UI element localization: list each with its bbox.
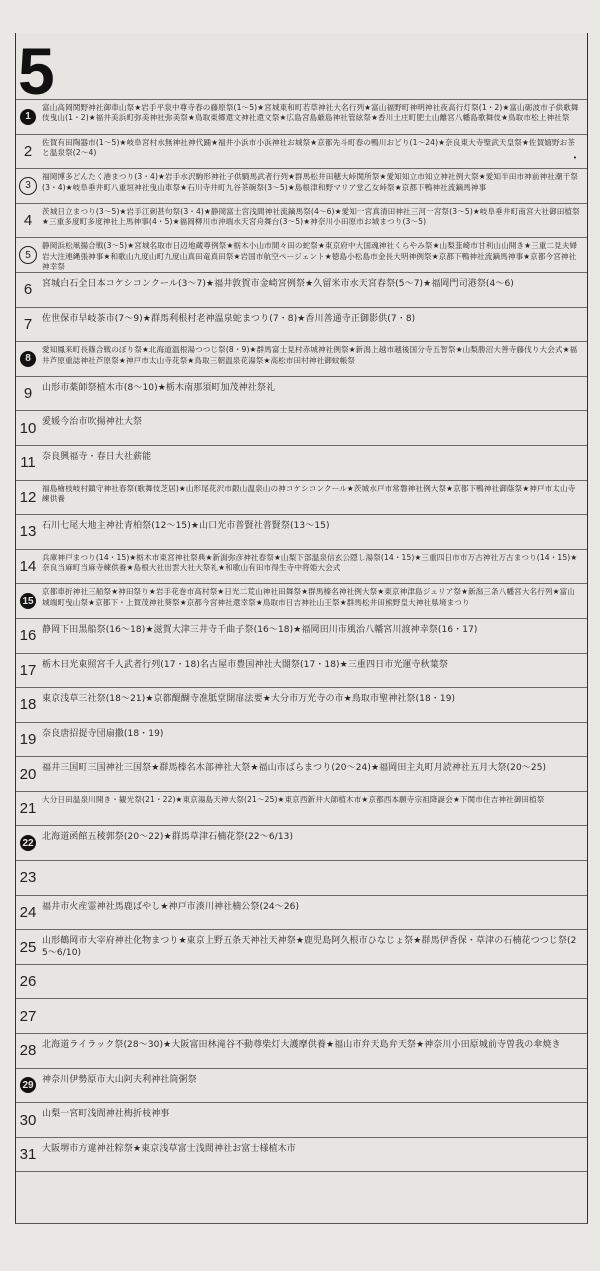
day-number xyxy=(16,273,40,307)
day-number xyxy=(16,999,40,1033)
day-events: 宮城白石全日本コケシコンクール(3〜7)★福井敦賀市金崎宮例祭★久留米市水天宮春祭(5〜7)★福岡門司港祭(4〜6) xyxy=(42,278,514,289)
day-number-text: 30 xyxy=(19,1111,37,1129)
day-number-text: 19 xyxy=(19,730,37,748)
day-number xyxy=(16,135,40,169)
day-row xyxy=(16,134,587,169)
day-number-text: 23 xyxy=(19,869,37,887)
day-number xyxy=(16,930,40,964)
day-row xyxy=(16,964,587,999)
day-number-text: 18 xyxy=(19,696,37,714)
day-events: 山形鶴岡市大宰府神社化物まつり★東京上野五条天神社天神祭★鹿児島阿久根市ひなじょ祭★群馬伊香保・草津の石楠花つつじ祭(25〜6/10) xyxy=(42,936,577,959)
circled-day-number xyxy=(16,342,40,376)
day-number-text: 6 xyxy=(23,281,33,299)
day-events: 東京浅草三社祭(18〜21)★京都醍醐寺准胝堂開扉法要★大分市万光寺の市★鳥取市聖神社祭(18・19) xyxy=(42,694,456,705)
day-number-text: 16 xyxy=(19,627,37,645)
day-events: 大分日田温泉川開き・観光祭(21・22)★東京湯島天神大祭(21〜25)★東京西新井大師植木市★京都西本願寺宗祖降誕会★下関市住吉神社御田植祭 xyxy=(42,794,545,804)
day-events: 北海道函館五稜郭祭(20〜22)★群馬草津石楠花祭(22〜6/13) xyxy=(42,832,294,843)
day-row xyxy=(16,376,587,411)
day-row xyxy=(16,583,587,618)
day-number xyxy=(16,1138,40,1172)
day-number-text: 12 xyxy=(19,488,37,506)
day-row xyxy=(16,445,587,480)
day-row xyxy=(16,687,587,722)
day-rows xyxy=(16,99,587,1209)
day-number-text: 25 xyxy=(19,938,37,956)
day-row xyxy=(16,1137,587,1172)
day-number-text: 20 xyxy=(19,765,37,783)
day-number-text: 22 xyxy=(20,835,36,851)
day-row xyxy=(16,791,587,826)
day-number-text: 17 xyxy=(19,661,37,679)
day-number-text: 8 xyxy=(20,351,36,367)
day-row xyxy=(16,722,587,757)
day-number-text: 15 xyxy=(20,593,36,609)
day-row xyxy=(16,237,587,272)
circled-day-number xyxy=(16,1069,40,1103)
day-events: 佐賀有田陶器市(1〜5)★岐阜宮村水無神社神代踊★福井小浜市小浜神社お城祭★京都先斗町春の鴨川おどり(1〜24)★奈良東大寺聖武天皇祭★佐賀嬉野お茶と温泉祭(2〜4) xyxy=(42,137,576,157)
day-events: 福島檜枝岐村鎮守神社春祭(歌舞伎芝居)★山形尾花沢市銀山温泉山の神コケシコンクール★茨城水戸市常磐神社例大祭★京都下鴨神社御蔭祭★神戸市太山寺練供養 xyxy=(42,483,576,503)
day-number xyxy=(16,1103,40,1137)
day-events: 福井三国町三国神社三国祭★群馬榛名木部神社大祭★福山市ばらまつり(20〜24)★福岡田主丸町月読神社五月大祭(20〜25) xyxy=(42,763,547,774)
day-row xyxy=(16,618,587,653)
day-number-text: 3 xyxy=(19,177,37,195)
day-row xyxy=(16,1102,587,1137)
day-row xyxy=(16,549,587,584)
day-events: 富山高岡関野神社御車山祭★岩手平泉中尊寺春の藤原祭(1〜5)★宮城東和町若草神社大名行列★富山福野町神明神社夜高行灯祭(1・2)★富山砺波市子供歌舞伎曳山(1・2)★福井美浜町弥美神社弥美祭★鳥取東郷還文神社還文祭★広島宮島厳島神社管絃祭★香川土庄町肥土山離宮八幡島歌舞伎★鳥取市松上神社祭 xyxy=(42,103,579,123)
day-row xyxy=(16,756,587,791)
day-number xyxy=(16,1034,40,1068)
day-events: 茨城日立まつり(3〜5)★岩手江刺甚句祭(3・4)★静岡富士宮浅間神社流鏑馬祭(4〜6)★愛知一宮真清田神社三河一宮祭(3〜5)★岐阜垂井町南宮大社御田植祭★三重多度町多度神社上馬神事(4・5)★福岡柳川市沖端水天宮舟舞台(3〜5)★神奈川小田原市お城まつり(3〜5) xyxy=(42,206,580,227)
day-events: 栃木日光東照宮千人武者行列(17・18)名古屋市豊国神社大閤祭(17・18)★三重四日市光運寺秋葉祭 xyxy=(42,659,448,670)
day-number-text: 28 xyxy=(19,1042,37,1060)
day-number xyxy=(16,792,40,826)
day-number-text: 11 xyxy=(20,454,36,472)
circled-day-number xyxy=(16,826,40,860)
circled-day-number xyxy=(16,100,40,134)
day-number xyxy=(16,965,40,999)
day-row xyxy=(16,998,587,1033)
day-row xyxy=(16,825,587,860)
day-number xyxy=(16,411,40,445)
day-row xyxy=(16,860,587,895)
day-row xyxy=(16,929,587,964)
day-events: 静岡下田黒船祭(16〜18)★滋賀大津三井寺千曲子祭(16〜18)★福岡田川市風治八幡宮川渡神幸祭(16・17) xyxy=(42,624,478,635)
day-number-text: 7 xyxy=(23,315,33,333)
day-number-text: 10 xyxy=(19,419,37,437)
day-row xyxy=(16,653,587,688)
day-number xyxy=(16,861,40,895)
day-events: 兵庫神戸まつり(14・15)★栃木市東宮神社祭典★新潟弥彦神社春祭★山梨下部温泉信玄公隠し湯祭(14・15)★三重四日市市万古神社万古まつり(14・15)★奈良当麻町当麻寺練供養★島根大社出雲大社大祭礼★和歌山有田市得生寺中将姫大会式 xyxy=(42,552,578,573)
day-number-text: 14 xyxy=(19,558,37,576)
circled-day-number xyxy=(16,169,40,203)
day-events: 静岡浜松凧揚合戦(3〜5)★宮城名取市日辺地蔵尊例祭★栃木小山市間々田の蛇祭★東京府中大国魂神社くらやみ祭★山梨韮崎市甘利山山開き★三重二見夫婦岩大注連縄張神事★和歌山九度山町九度山真田竜真田祭★岩国市航空ページェント★徳島小松島市金長大明神例祭★京都下鴨神社流鏑馬神事★京都今宮神社神幸祭 xyxy=(42,241,578,272)
day-events: 大阪堺市方違神社粽祭★東京浅草富士浅間神社お富士様植木市 xyxy=(42,1143,296,1154)
month-number: 5 xyxy=(18,34,53,108)
day-number-text: 21 xyxy=(19,800,37,818)
bullet-mark-icon: • xyxy=(572,153,577,162)
day-events: 奈良興福寺・春日大社薪能 xyxy=(42,451,152,462)
day-number xyxy=(16,757,40,791)
day-events: 奈良唐招提寺団扇撒(18・19) xyxy=(42,728,164,739)
day-row xyxy=(16,99,587,134)
day-number-text: 5 xyxy=(19,246,37,264)
day-number-text: 9 xyxy=(23,385,33,403)
day-events: 山形市薬師祭植木市(8〜10)★栃木南那須町加茂神社祭礼 xyxy=(42,382,276,393)
day-number xyxy=(16,896,40,930)
day-number xyxy=(16,446,40,480)
day-row xyxy=(16,1033,587,1068)
day-number-text: 2 xyxy=(23,142,33,160)
day-row xyxy=(16,410,587,445)
day-events: 北海道ライラック祭(28〜30)★大阪富田林滝谷不動尊柴灯大護摩供養★福山市弁天島弁天祭★神奈川小田原城前寺曽我の傘焼き xyxy=(42,1040,561,1051)
day-row xyxy=(16,1068,587,1103)
day-number-text: 13 xyxy=(19,523,37,541)
day-events: 佐世保市早岐茶市(7〜9)★群馬利根村老神温泉蛇まつり(7・8)★香川善通寺正御影供(7・8) xyxy=(42,313,416,324)
day-number xyxy=(16,654,40,688)
day-row xyxy=(16,168,587,203)
day-row xyxy=(16,272,587,307)
day-events: 愛媛今治市吹揚神社大祭 xyxy=(42,417,143,428)
blank-footer-row xyxy=(16,1171,587,1209)
day-events: 山梨一宮町浅間神社梅折枝神事 xyxy=(42,1109,170,1120)
calendar-page xyxy=(15,33,588,1224)
day-row xyxy=(16,514,587,549)
day-number xyxy=(16,688,40,722)
day-number-text: 31 xyxy=(19,1146,37,1164)
day-number xyxy=(16,515,40,549)
day-events: 京都車折神社三船祭★神田祭り★岩手花巻市高村祭★日光二荒山神社田舞祭★群馬榛名神社例大祭★東京神津島ジュリア祭★新潟三条八幡宮大名行列★富山城端町曳山祭★京都下・上賀茂神社葵祭★京都今宮神社還幸祭★鳥取市日吉神社山王祭★群馬松井田熊野皇大神社県境まつり xyxy=(42,587,575,607)
day-events: 福岡博多どんたく港まつり(3・4)★岩手水沢駒形神社子供騎馬武者行列★群馬松井田穂大峠関所祭★愛知知立市知立神社例大祭★愛知半田市神前神社潮干祭(3・4)★岐阜垂井町八重垣神社曳山車祭★石川寺井町九谷茶碗祭(3〜5)★島根津和野マリア堂乙女峠祭★京都下鴨神社流鏑馬神事 xyxy=(42,172,579,192)
day-row xyxy=(16,341,587,376)
day-row xyxy=(16,203,587,238)
day-number-text: 1 xyxy=(20,109,36,125)
day-number xyxy=(16,377,40,411)
day-number-text: 24 xyxy=(19,903,37,921)
day-number xyxy=(16,204,40,238)
day-row xyxy=(16,307,587,342)
day-number-text: 4 xyxy=(23,212,33,230)
circled-day-number xyxy=(16,238,40,272)
day-events: 福井市火産霊神社馬鹿ばやし★神戸市湊川神社楠公祭(24〜26) xyxy=(42,901,300,912)
day-events: 石川七尾大地主神社青柏祭(12〜15)★山口光市普賢社普賢祭(13〜15) xyxy=(42,521,330,532)
day-number xyxy=(16,308,40,342)
day-number xyxy=(16,723,40,757)
day-number-text: 29 xyxy=(20,1077,36,1093)
day-number-text: 26 xyxy=(19,973,37,991)
day-number xyxy=(16,481,40,515)
day-events: 神奈川伊勢原市大山阿夫利神社筒粥祭 xyxy=(42,1074,197,1085)
day-number xyxy=(16,619,40,653)
day-number-text: 27 xyxy=(19,1007,37,1025)
day-events: 愛知鳳来町長篠合戦のぼり祭★北海道温根湯つつじ祭(8・9)★群馬富士見村赤城神社例祭★新潟上越市越後国分寺五智祭★山梨勝沼大善寺藤伐り大会式★福井芦原重誌神社芦原祭★神戸市太山寺花祭★鳥取三朝温泉花湯祭★高松市田村神社御蚊帳祭 xyxy=(42,345,578,365)
day-row xyxy=(16,480,587,515)
circled-day-number xyxy=(16,584,40,618)
day-row xyxy=(16,895,587,930)
day-number xyxy=(16,550,40,584)
